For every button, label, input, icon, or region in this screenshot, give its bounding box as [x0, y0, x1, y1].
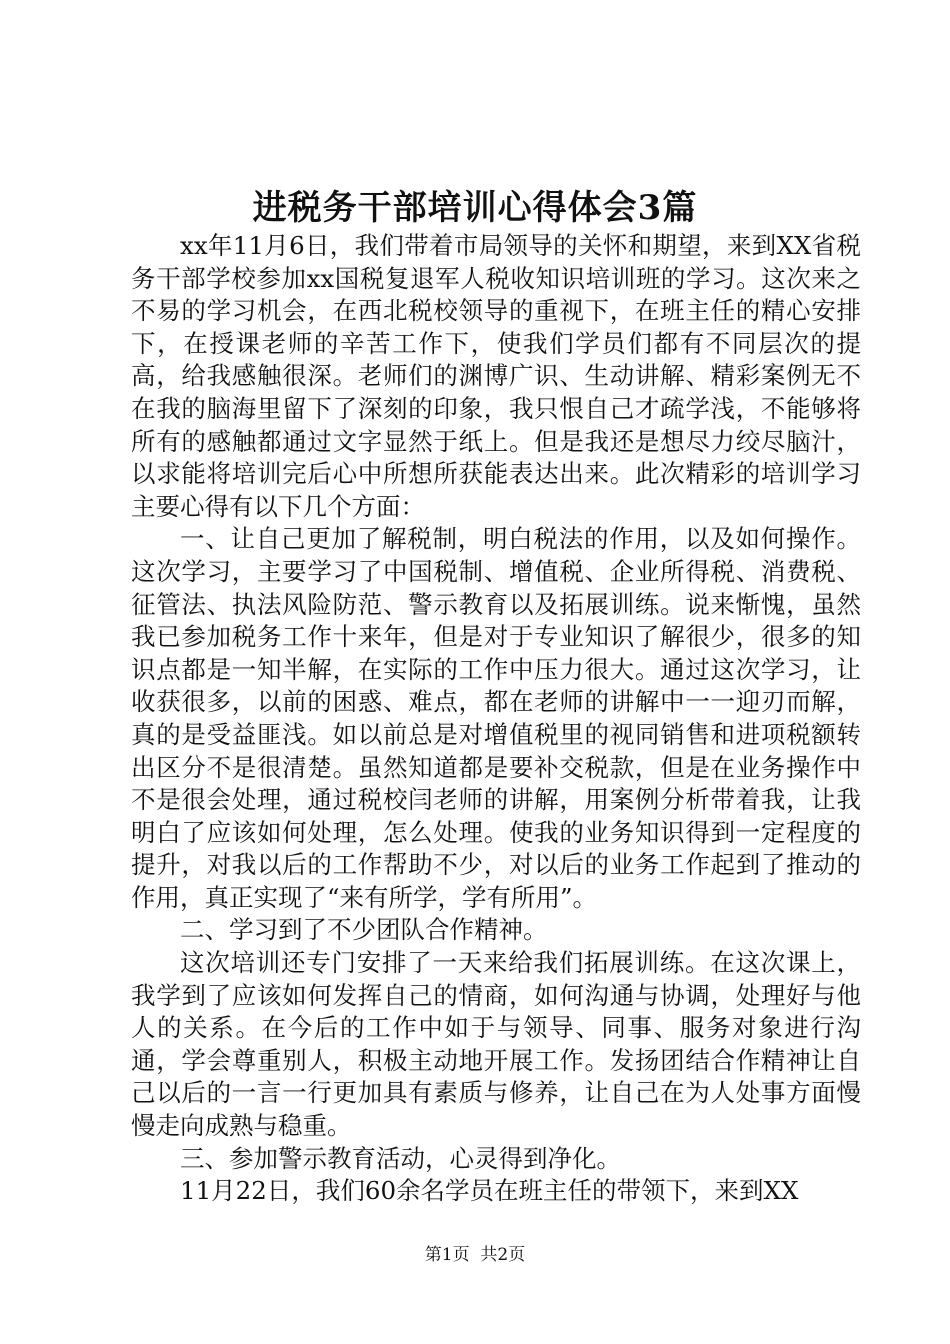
paragraph-section-three: 11月22日，我们60余名学员在班主任的带领下，来到XX — [180, 1176, 799, 1206]
document-title: 进税务干部培训心得体会3篇 — [252, 188, 698, 228]
paragraph-intro: xx年11月6日，我们带着市局领导的关怀和期望，来到XX省税务干部学校参加xx国税复退军人税收知识培训班的学习。这次来之不易的学习机会，在西北税校领导的重视下，在班主任的精心安排下，在授课老师的辛苦工作下，使我们学员们都有不同层次的提高，给我感触很深。老师们的渊博广识、生动讲解、精彩案例无不在我的脑海里留下了深刻的印象，我只恨自己才疏学浅，不能够将所有的感触都通过文字显然于纸上。但是我还是想尽力绞尽脑汁，以求能将培训完后心中所想所获能表达出来。此次精彩的培训学习主要心得有以下几个方面： — [131, 231, 861, 521]
paragraph-section-one: 一、让自己更加了解税制，明白税法的作用，以及如何操作。这次学习，主要学习了中国税制、增值税、企业所得税、消费税、征管法、执法风险防范、警示教育以及拓展训练。说来惭愧，虽然我已参加税务工作十来年，但是对于专业知识了解很少，很多的知识点都是一知半解，在实际的工作中压力很大。通过这次学习，让收获很多，以前的困惑、难点，都在老师的讲解中一一迎刃而解，真的是受益匪浅。如以前总是对增值税里的视同销售和进项税额转出区分不是很清楚。虽然知道都是要补交税款，但是在业务操作中不是很会处理，通过税校闫老师的讲解，用案例分析带着我，让我明白了应该如何处理，怎么处理。使我的业务知识得到一定程度的提升，对我以后的工作帮助不少，对以后的业务工作起到了推动的作用，真正实现了“来有所学，学有所用”。 — [131, 524, 861, 912]
document-body — [131, 230, 861, 1208]
paragraph-section-two: 这次培训还专门安排了一天来给我们拓展训练。在这次课上，我学到了应该如何发挥自己的情商，如何沟通与协调，处理好与他人的关系。在今后的工作中如于与领导、同事、服务对象进行沟通，学会尊重别人，积极主动地开展工作。发扬团结合作精神让自己以后的一言一行更加具有素质与修养，让自己在为人处事方面慢慢走向成熟与稳重。 — [131, 948, 861, 1141]
heading-section-two: 二、学习到了不少团队合作精神。 — [180, 915, 548, 945]
page-footer: 第1页 共2页 — [424, 1245, 526, 1265]
heading-section-three: 三、参加警示教育活动，心灵得到净化。 — [180, 1143, 621, 1173]
